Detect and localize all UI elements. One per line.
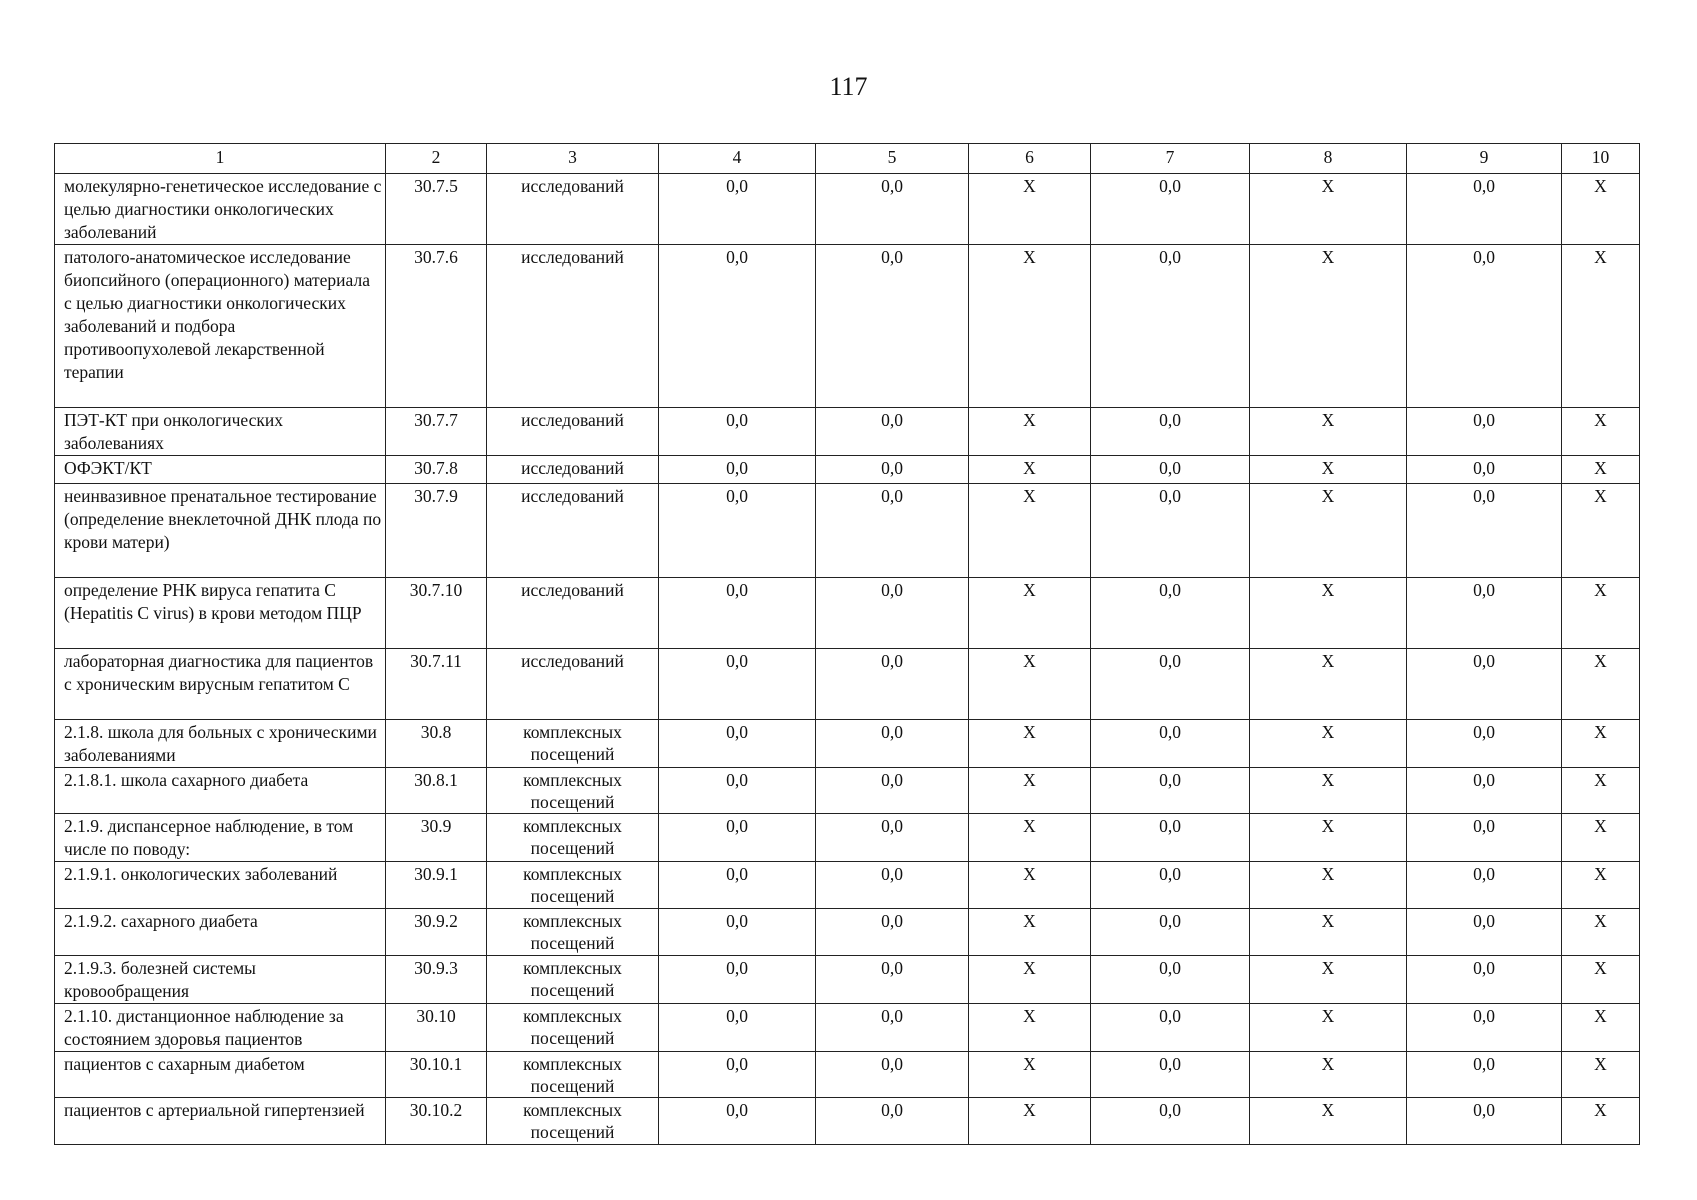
cell-col-2: 30.8 xyxy=(386,720,487,768)
cell-col-9: 0,0 xyxy=(1407,1098,1562,1145)
column-header-7: 7 xyxy=(1091,144,1250,174)
cell-col-5: 0,0 xyxy=(816,408,969,456)
column-header-1: 1 xyxy=(55,144,386,174)
header-row xyxy=(55,144,1640,174)
cell-col-7: 0,0 xyxy=(1091,484,1250,578)
row-label: 2.1.9.2. сахарного диабета xyxy=(55,909,386,956)
cell-col-10: X xyxy=(1562,456,1640,484)
cell-col-5: 0,0 xyxy=(816,814,969,862)
cell-col-10: X xyxy=(1562,578,1640,649)
cell-col-5: 0,0 xyxy=(816,174,969,245)
cell-col-9: 0,0 xyxy=(1407,720,1562,768)
row-label: 2.1.9. диспансерное наблюдение, в том числе по поводу: xyxy=(55,814,386,862)
cell-col-10: X xyxy=(1562,484,1640,578)
cell-col-3: комплексных посещений xyxy=(487,814,659,862)
cell-col-9: 0,0 xyxy=(1407,862,1562,909)
cell-col-6: X xyxy=(969,484,1091,578)
cell-col-8: X xyxy=(1250,768,1407,814)
cell-col-5: 0,0 xyxy=(816,909,969,956)
cell-col-3: исследований xyxy=(487,245,659,408)
cell-col-2: 30.7.10 xyxy=(386,578,487,649)
cell-col-6: X xyxy=(969,956,1091,1004)
table-row xyxy=(55,814,1640,862)
cell-col-10: X xyxy=(1562,174,1640,245)
cell-col-3: исследований xyxy=(487,484,659,578)
cell-col-4: 0,0 xyxy=(659,909,816,956)
table-row xyxy=(55,649,1640,720)
table-row xyxy=(55,174,1640,245)
cell-col-9: 0,0 xyxy=(1407,956,1562,1004)
cell-col-5: 0,0 xyxy=(816,862,969,909)
row-label: лабораторная диагностика для пациентов с хроническим вирусным гепатитом С xyxy=(55,649,386,720)
column-header-6: 6 xyxy=(969,144,1091,174)
cell-col-4: 0,0 xyxy=(659,814,816,862)
cell-col-3: комплексных посещений xyxy=(487,720,659,768)
cell-col-6: X xyxy=(969,1098,1091,1145)
cell-col-8: X xyxy=(1250,484,1407,578)
cell-col-4: 0,0 xyxy=(659,862,816,909)
cell-col-4: 0,0 xyxy=(659,649,816,720)
cell-col-6: X xyxy=(969,245,1091,408)
cell-col-10: X xyxy=(1562,649,1640,720)
cell-col-2: 30.8.1 xyxy=(386,768,487,814)
row-label: 2.1.8. школа для больных с хроническими заболеваниями xyxy=(55,720,386,768)
row-label: неинвазивное пренатальное тестирование (определение внеклеточной ДНК плода по крови матери) xyxy=(55,484,386,578)
row-label: ПЭТ-КТ при онкологических заболеваниях xyxy=(55,408,386,456)
table-row xyxy=(55,862,1640,909)
cell-col-10: X xyxy=(1562,1004,1640,1052)
cell-col-6: X xyxy=(969,649,1091,720)
cell-col-4: 0,0 xyxy=(659,408,816,456)
cell-col-7: 0,0 xyxy=(1091,909,1250,956)
cell-col-2: 30.10 xyxy=(386,1004,487,1052)
cell-col-5: 0,0 xyxy=(816,578,969,649)
cell-col-10: X xyxy=(1562,814,1640,862)
column-header-3: 3 xyxy=(487,144,659,174)
cell-col-2: 30.10.2 xyxy=(386,1098,487,1145)
column-header-8: 8 xyxy=(1250,144,1407,174)
cell-col-9: 0,0 xyxy=(1407,649,1562,720)
cell-col-3: комплексных посещений xyxy=(487,768,659,814)
cell-col-8: X xyxy=(1250,649,1407,720)
cell-col-7: 0,0 xyxy=(1091,862,1250,909)
row-label: 2.1.8.1. школа сахарного диабета xyxy=(55,768,386,814)
cell-col-9: 0,0 xyxy=(1407,408,1562,456)
table-row xyxy=(55,1098,1640,1145)
cell-col-6: X xyxy=(969,1052,1091,1098)
cell-col-4: 0,0 xyxy=(659,720,816,768)
cell-col-10: X xyxy=(1562,1052,1640,1098)
cell-col-8: X xyxy=(1250,1004,1407,1052)
table-row xyxy=(55,408,1640,456)
cell-col-5: 0,0 xyxy=(816,649,969,720)
row-label: патолого-анатомическое исследование биопсийного (операционного) материала с целью диагностики онкологических заболеваний и подбора противоопухолевой лекарственной терапии xyxy=(55,245,386,408)
cell-col-10: X xyxy=(1562,768,1640,814)
table-row xyxy=(55,1004,1640,1052)
cell-col-5: 0,0 xyxy=(816,484,969,578)
row-label: молекулярно-генетическое исследование с целью диагностики онкологических заболеваний xyxy=(55,174,386,245)
cell-col-10: X xyxy=(1562,245,1640,408)
cell-col-9: 0,0 xyxy=(1407,245,1562,408)
cell-col-9: 0,0 xyxy=(1407,578,1562,649)
cell-col-8: X xyxy=(1250,456,1407,484)
cell-col-7: 0,0 xyxy=(1091,408,1250,456)
cell-col-2: 30.7.8 xyxy=(386,456,487,484)
cell-col-4: 0,0 xyxy=(659,456,816,484)
cell-col-6: X xyxy=(969,909,1091,956)
cell-col-2: 30.7.11 xyxy=(386,649,487,720)
cell-col-3: исследований xyxy=(487,578,659,649)
cell-col-7: 0,0 xyxy=(1091,649,1250,720)
cell-col-3: комплексных посещений xyxy=(487,909,659,956)
cell-col-10: X xyxy=(1562,1098,1640,1145)
row-label: определение РНК вируса гепатита С (Hepatitis C virus) в крови методом ПЦР xyxy=(55,578,386,649)
row-label: ОФЭКТ/КТ xyxy=(55,456,386,484)
cell-col-2: 30.7.9 xyxy=(386,484,487,578)
cell-col-10: X xyxy=(1562,862,1640,909)
cell-col-3: комплексных посещений xyxy=(487,1098,659,1145)
cell-col-9: 0,0 xyxy=(1407,909,1562,956)
cell-col-3: комплексных посещений xyxy=(487,1004,659,1052)
cell-col-6: X xyxy=(969,768,1091,814)
cell-col-3: исследований xyxy=(487,456,659,484)
cell-col-4: 0,0 xyxy=(659,1052,816,1098)
cell-col-4: 0,0 xyxy=(659,174,816,245)
cell-col-5: 0,0 xyxy=(816,456,969,484)
cell-col-9: 0,0 xyxy=(1407,456,1562,484)
table-header xyxy=(55,144,1640,174)
cell-col-8: X xyxy=(1250,909,1407,956)
cell-col-5: 0,0 xyxy=(816,245,969,408)
table-row xyxy=(55,578,1640,649)
row-label: 2.1.9.3. болезней системы кровообращения xyxy=(55,956,386,1004)
cell-col-7: 0,0 xyxy=(1091,1052,1250,1098)
page-number: 117 xyxy=(829,72,868,101)
cell-col-6: X xyxy=(969,578,1091,649)
cell-col-7: 0,0 xyxy=(1091,456,1250,484)
table-row xyxy=(55,484,1640,578)
cell-col-5: 0,0 xyxy=(816,956,969,1004)
cell-col-5: 0,0 xyxy=(816,1098,969,1145)
cell-col-2: 30.9 xyxy=(386,814,487,862)
cell-col-8: X xyxy=(1250,1098,1407,1145)
cell-col-9: 0,0 xyxy=(1407,174,1562,245)
cell-col-6: X xyxy=(969,408,1091,456)
table-row xyxy=(55,768,1640,814)
table-row xyxy=(55,1052,1640,1098)
cell-col-5: 0,0 xyxy=(816,768,969,814)
cell-col-7: 0,0 xyxy=(1091,578,1250,649)
column-header-9: 9 xyxy=(1407,144,1562,174)
cell-col-7: 0,0 xyxy=(1091,768,1250,814)
cell-col-10: X xyxy=(1562,720,1640,768)
cell-col-2: 30.7.7 xyxy=(386,408,487,456)
cell-col-6: X xyxy=(969,814,1091,862)
table-row xyxy=(55,956,1640,1004)
cell-col-4: 0,0 xyxy=(659,1098,816,1145)
cell-col-7: 0,0 xyxy=(1091,956,1250,1004)
row-label: 2.1.9.1. онкологических заболеваний xyxy=(55,862,386,909)
column-header-5: 5 xyxy=(816,144,969,174)
table-row xyxy=(55,909,1640,956)
cell-col-9: 0,0 xyxy=(1407,1004,1562,1052)
cell-col-10: X xyxy=(1562,408,1640,456)
cell-col-3: исследований xyxy=(487,408,659,456)
cell-col-9: 0,0 xyxy=(1407,814,1562,862)
cell-col-7: 0,0 xyxy=(1091,1004,1250,1052)
cell-col-7: 0,0 xyxy=(1091,245,1250,408)
cell-col-8: X xyxy=(1250,862,1407,909)
cell-col-2: 30.9.1 xyxy=(386,862,487,909)
cell-col-7: 0,0 xyxy=(1091,1098,1250,1145)
cell-col-4: 0,0 xyxy=(659,484,816,578)
cell-col-10: X xyxy=(1562,956,1640,1004)
cell-col-3: исследований xyxy=(487,174,659,245)
row-label: 2.1.10. дистанционное наблюдение за состоянием здоровья пациентов xyxy=(55,1004,386,1052)
column-header-10: 10 xyxy=(1562,144,1640,174)
cell-col-4: 0,0 xyxy=(659,578,816,649)
cell-col-6: X xyxy=(969,456,1091,484)
cell-col-4: 0,0 xyxy=(659,245,816,408)
cell-col-6: X xyxy=(969,862,1091,909)
column-header-2: 2 xyxy=(386,144,487,174)
cell-col-6: X xyxy=(969,720,1091,768)
cell-col-5: 0,0 xyxy=(816,1004,969,1052)
data-table xyxy=(54,143,1640,1145)
cell-col-4: 0,0 xyxy=(659,1004,816,1052)
cell-col-8: X xyxy=(1250,814,1407,862)
cell-col-3: исследований xyxy=(487,649,659,720)
cell-col-5: 0,0 xyxy=(816,720,969,768)
cell-col-8: X xyxy=(1250,1052,1407,1098)
table-body xyxy=(55,174,1640,1145)
cell-col-5: 0,0 xyxy=(816,1052,969,1098)
cell-col-2: 30.9.3 xyxy=(386,956,487,1004)
cell-col-8: X xyxy=(1250,245,1407,408)
row-label: пациентов с артериальной гипертензией xyxy=(55,1098,386,1145)
cell-col-2: 30.7.6 xyxy=(386,245,487,408)
cell-col-7: 0,0 xyxy=(1091,814,1250,862)
cell-col-9: 0,0 xyxy=(1407,1052,1562,1098)
cell-col-2: 30.7.5 xyxy=(386,174,487,245)
cell-col-6: X xyxy=(969,1004,1091,1052)
column-header-4: 4 xyxy=(659,144,816,174)
cell-col-3: комплексных посещений xyxy=(487,956,659,1004)
cell-col-3: комплексных посещений xyxy=(487,1052,659,1098)
cell-col-8: X xyxy=(1250,956,1407,1004)
cell-col-4: 0,0 xyxy=(659,956,816,1004)
cell-col-8: X xyxy=(1250,720,1407,768)
cell-col-3: комплексных посещений xyxy=(487,862,659,909)
cell-col-10: X xyxy=(1562,909,1640,956)
cell-col-6: X xyxy=(969,174,1091,245)
cell-col-7: 0,0 xyxy=(1091,174,1250,245)
cell-col-2: 30.10.1 xyxy=(386,1052,487,1098)
table-row xyxy=(55,456,1640,484)
cell-col-4: 0,0 xyxy=(659,768,816,814)
cell-col-7: 0,0 xyxy=(1091,720,1250,768)
cell-col-8: X xyxy=(1250,578,1407,649)
cell-col-2: 30.9.2 xyxy=(386,909,487,956)
table-row xyxy=(55,245,1640,408)
cell-col-9: 0,0 xyxy=(1407,484,1562,578)
table-row xyxy=(55,720,1640,768)
cell-col-9: 0,0 xyxy=(1407,768,1562,814)
cell-col-8: X xyxy=(1250,174,1407,245)
row-label: пациентов с сахарным диабетом xyxy=(55,1052,386,1098)
cell-col-8: X xyxy=(1250,408,1407,456)
